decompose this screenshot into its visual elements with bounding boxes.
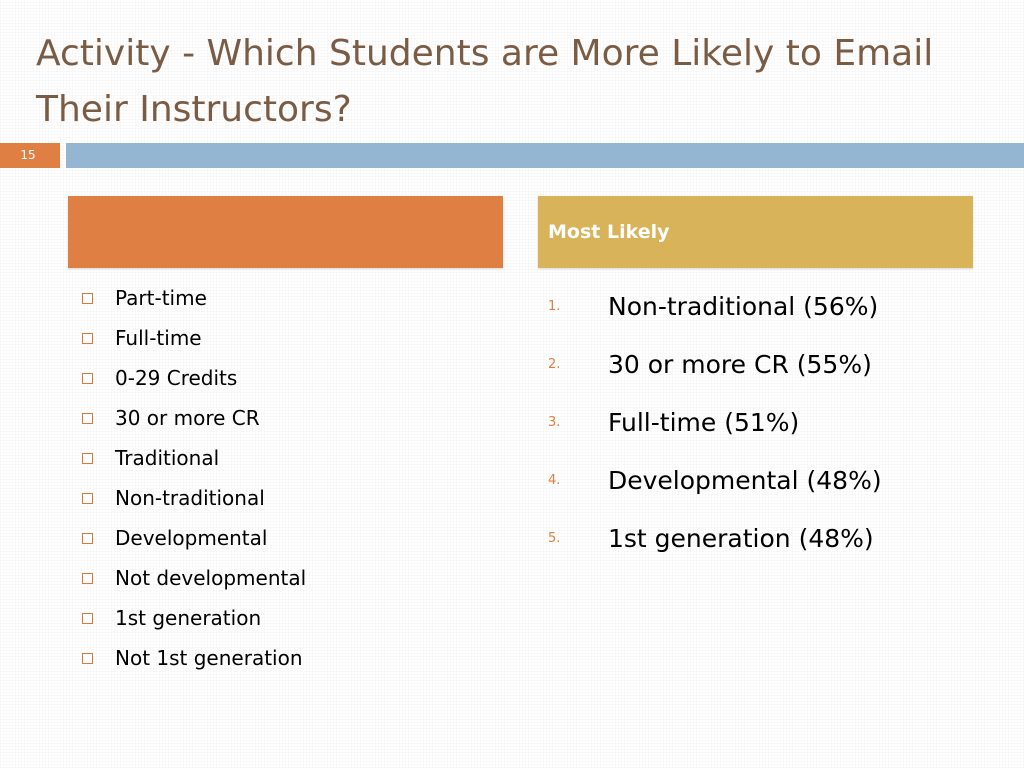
right-column-header: Most Likely (538, 196, 973, 268)
square-bullet-icon (82, 373, 93, 384)
list-item (78, 478, 498, 518)
square-bullet-icon (82, 413, 93, 424)
student-category-list (78, 278, 498, 678)
list-item (78, 638, 498, 678)
list-item (78, 358, 498, 398)
list-item-label: Not 1st generation (115, 646, 303, 670)
list-item (78, 278, 498, 318)
square-bullet-icon (82, 493, 93, 504)
square-bullet-icon (82, 653, 93, 664)
ranked-item-label: 1st generation (48%) (608, 523, 874, 553)
rank-number: 3. (548, 414, 561, 430)
ranked-item (546, 509, 986, 567)
list-item-label: Traditional (115, 446, 220, 470)
rank-number: 4. (548, 472, 561, 488)
list-item-label: Full-time (115, 326, 202, 350)
square-bullet-icon (82, 333, 93, 344)
list-item (78, 518, 498, 558)
list-item-label: Part-time (115, 286, 207, 310)
ranked-item-label: Developmental (48%) (608, 465, 882, 495)
list-item-label: Not developmental (115, 566, 307, 590)
rank-number: 5. (548, 530, 561, 546)
list-item-label: 30 or more CR (115, 406, 260, 430)
list-item (78, 438, 498, 478)
left-column-header (68, 196, 503, 268)
list-item-label: Developmental (115, 526, 268, 550)
square-bullet-icon (82, 293, 93, 304)
square-bullet-icon (82, 573, 93, 584)
list-item-label: 0-29 Credits (115, 366, 238, 390)
title-divider-bar (66, 143, 1024, 168)
list-item-label: 1st generation (115, 606, 262, 630)
square-bullet-icon (82, 533, 93, 544)
list-item-label: Non-traditional (115, 486, 265, 510)
list-item (78, 558, 498, 598)
most-likely-ranked-list (546, 277, 986, 567)
ranked-item (546, 277, 986, 335)
ranked-item (546, 335, 986, 393)
ranked-item (546, 451, 986, 509)
ranked-item-label: Non-traditional (56%) (608, 291, 879, 321)
list-item (78, 398, 498, 438)
list-item (78, 318, 498, 358)
rank-number: 2. (548, 356, 561, 372)
slide-number: 15 (0, 143, 60, 168)
ranked-item-label: Full-time (51%) (608, 407, 800, 437)
ranked-item (546, 393, 986, 451)
ranked-item-label: 30 or more CR (55%) (608, 349, 872, 379)
list-item (78, 598, 498, 638)
square-bullet-icon (82, 613, 93, 624)
rank-number: 1. (548, 298, 561, 314)
slide-title: Activity - Which Students are More Likely to Email Their Instructors? (36, 33, 934, 130)
square-bullet-icon (82, 453, 93, 464)
